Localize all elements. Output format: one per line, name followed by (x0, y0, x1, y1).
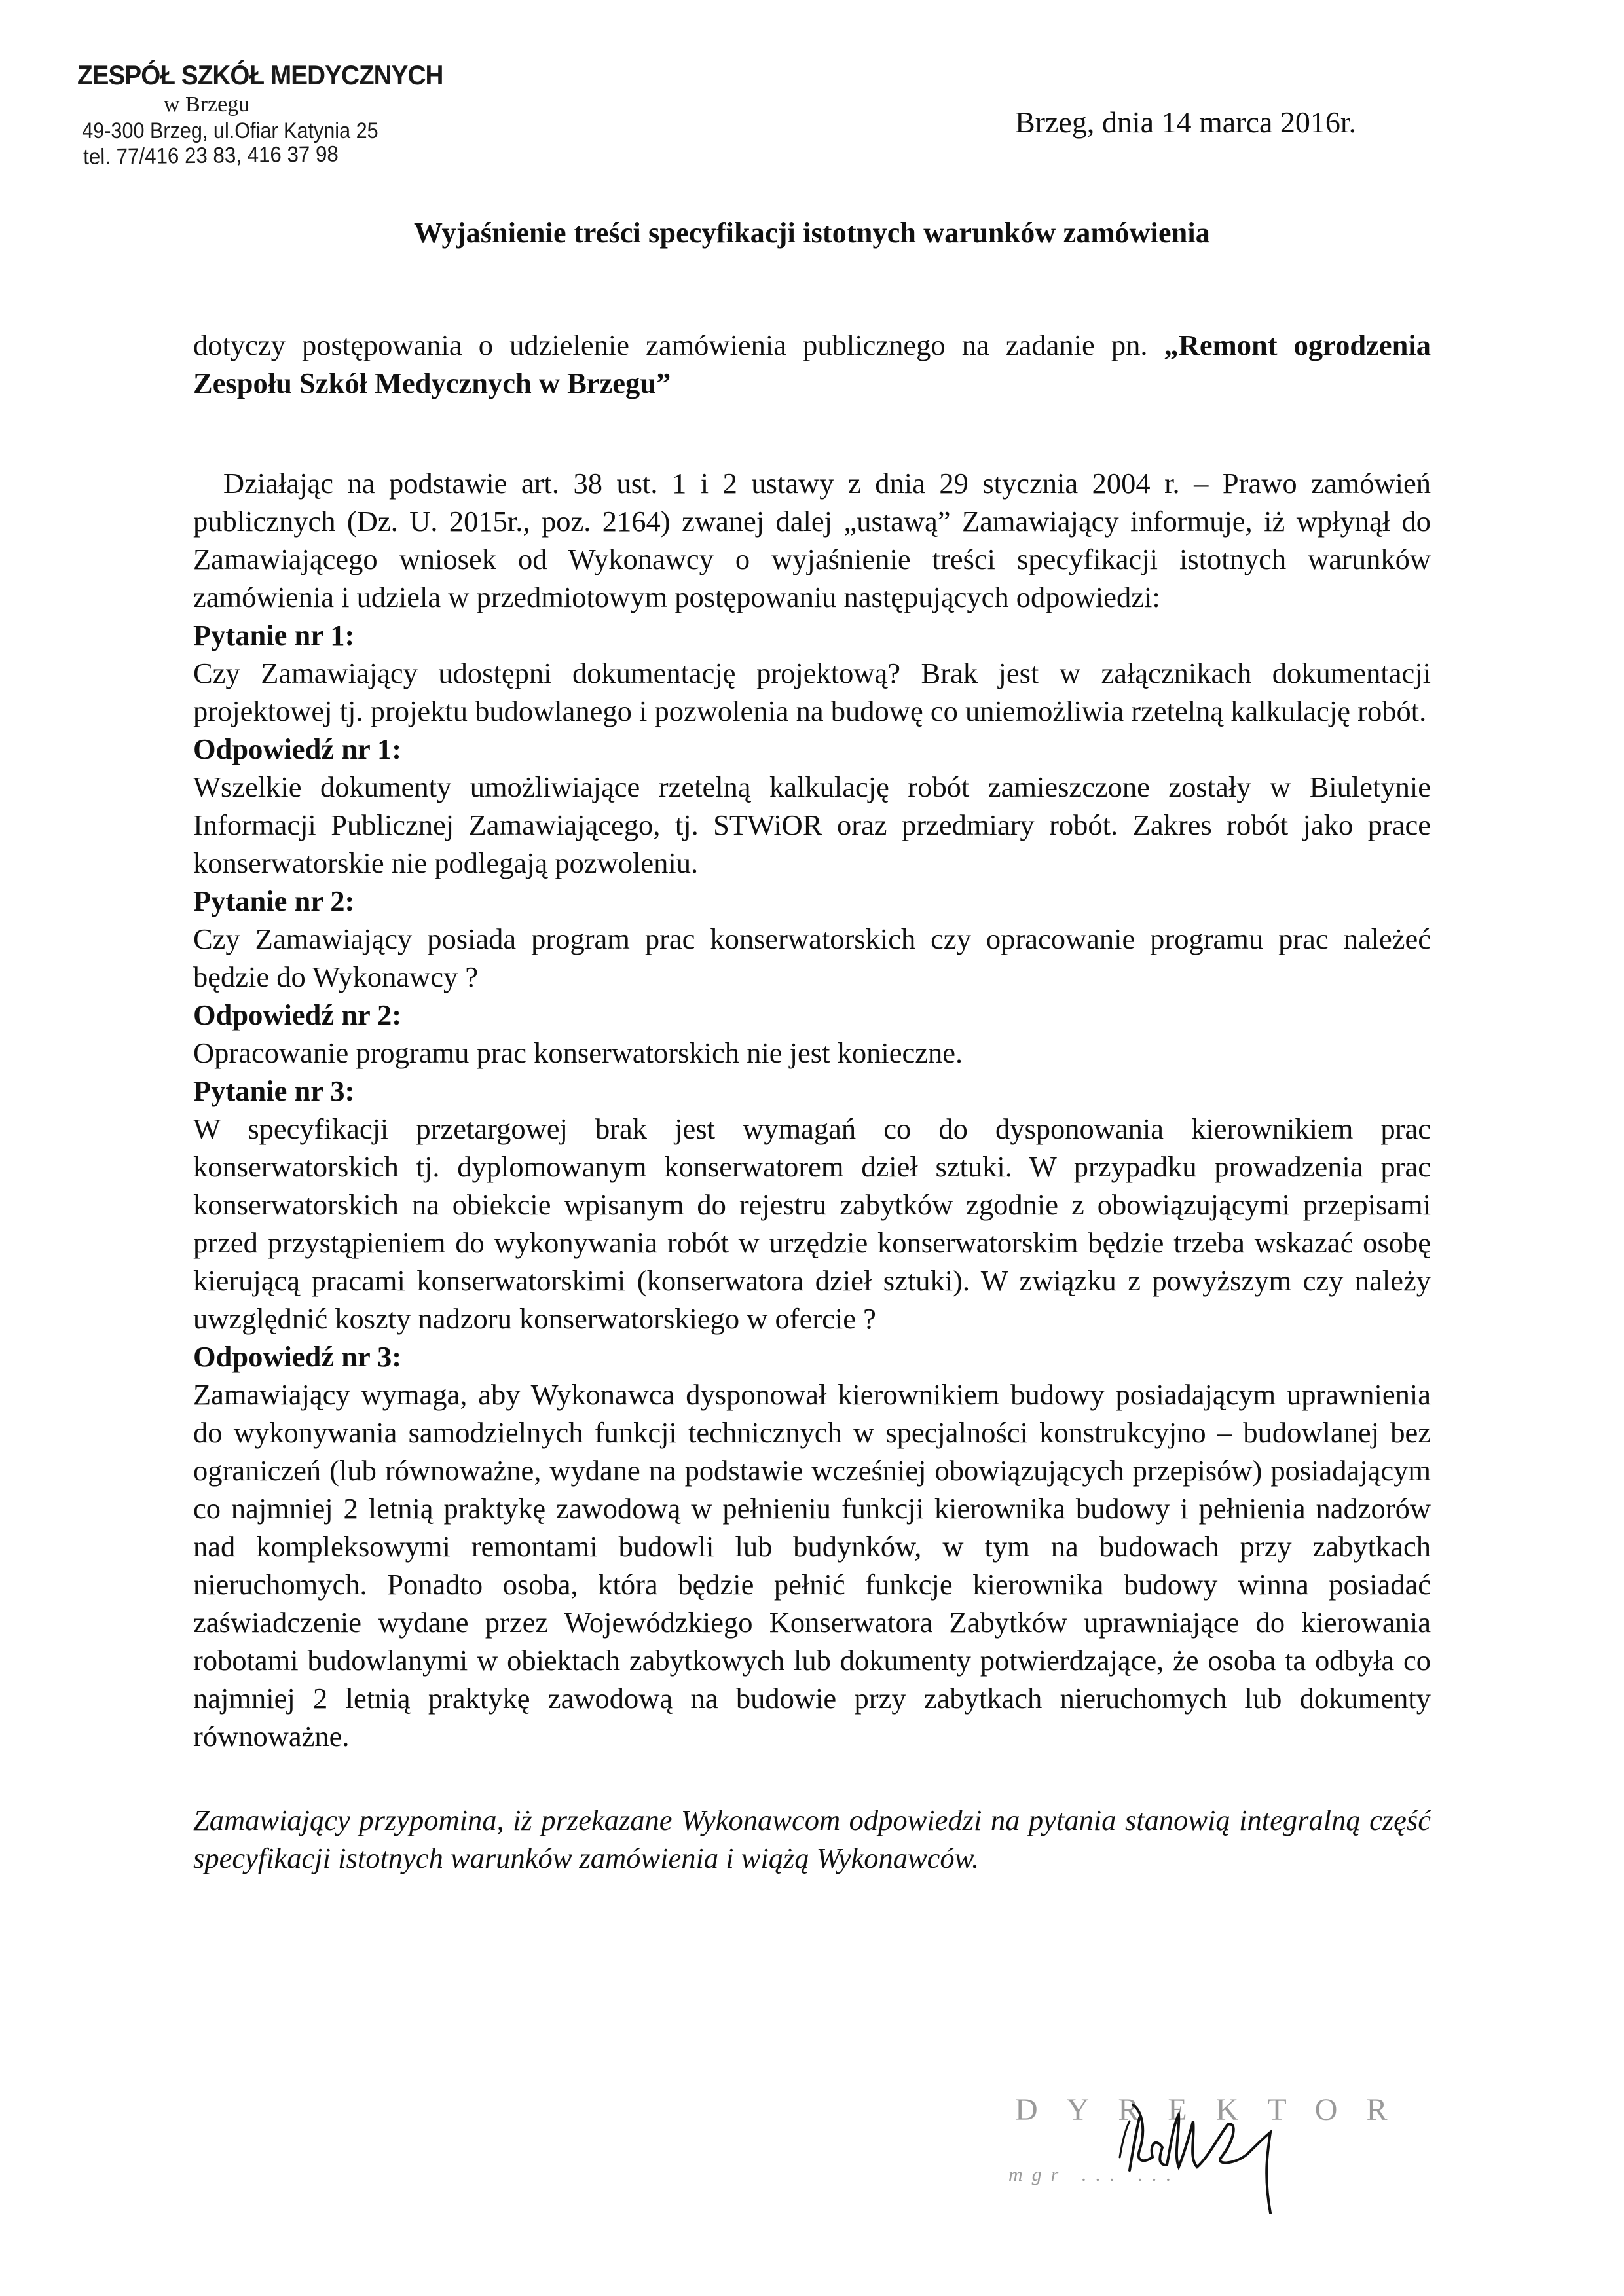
closing-note: Zamawiający przypomina, iż przekazane Wykonawcom odpowiedzi na pytania stanowią integralną część specyfikacji istotnych warunków zamówienia i wiążą Wykonawców. (193, 1804, 1431, 1874)
question-text: Czy Zamawiający posiada program prac konserwatorskich czy opracowanie programu prac należeć będzie do Wykonawcy ? (193, 922, 1431, 993)
organization-address: 49-300 Brzeg, ul.Ofiar Katynia 25 (82, 118, 378, 143)
document-body (193, 326, 1431, 1877)
organization-phone: tel. 77/416 23 83, 416 37 98 (83, 141, 339, 170)
question-label: Pytanie nr 1: (193, 619, 355, 651)
question-text: W specyfikacji przetargowej brak jest wymagań co do dysponowania kierownikiem prac konserwatorskich tj. dyplomowanym konserwatorem dzieł sztuki. W przypadku prowadzenia prac konserwatorskich na obiekcie wpisanym do rejestru zabytków zgodnie z obowiązującymi przepisami przed przystąpieniem do wykonywania robót w urzędzie konserwatorskim będzie trzeba wskazać osobę kierującą pracami konserwatorskimi (konserwatora dzieł sztuki). W związku z powyższym czy należy uwzględnić koszty nadzoru konserwatorskiego w ofercie ? (193, 1112, 1431, 1335)
answer-label: Odpowiedź nr 3: (193, 1340, 402, 1373)
qa-item-2 (193, 882, 1431, 1072)
intro-paragraph: Działając na podstawie art. 38 ust. 1 i 2 ustawy z dnia 29 stycznia 2004 r. – Prawo zamówień publicznych (Dz. U. 2015r., poz. 2164) zwanej dalej „ustawą” Zamawiający informuje, iż wpłynął do Zamawiającego wniosek od Wykonawcy o wyjaśnienie treści specyfikacji istotnych warunków zamówienia i udziela w przedmiotowym postępowaniu następujących odpowiedzi: (193, 467, 1431, 613)
answer-label: Odpowiedź nr 1: (193, 733, 402, 765)
question-label: Pytanie nr 2: (193, 884, 355, 917)
document-date: Brzeg, dnia 14 marca 2016r. (1015, 105, 1357, 139)
qa-item-1 (193, 616, 1431, 882)
organization-name: ZESPÓŁ SZKÓŁ MEDYCZNYCH (77, 60, 443, 90)
subject-paragraph (193, 326, 1431, 402)
director-stamp-name: mgr ... ... (1008, 2164, 1181, 2185)
signature-block (1002, 2092, 1416, 2236)
answer-label: Odpowiedź nr 2: (193, 998, 402, 1031)
school-header-stamp (77, 59, 470, 170)
question-text: Czy Zamawiający udostępni dokumentację projektową? Brak jest w załącznikach dokumentacji projektowej tj. projektu budowlanego i pozwolenia na budowę co uniemożliwia rzetelną kalkulację robót. (193, 657, 1431, 727)
handwritten-signature-icon (1002, 2092, 1369, 2236)
answer-text: Wszelkie dokumenty umożliwiające rzetelną kalkulację robót zamieszczone zostały w Biuletynie Informacji Publicznej Zamawiającego, tj. STWiOR oraz przedmiary robót. Zakres robót jako prace konserwatorskie nie podlegają pozwoleniu. (193, 771, 1431, 879)
subject-prefix: dotyczy postępowania o udzielenie zamówienia publicznego na zadanie pn. (193, 329, 1164, 361)
director-stamp-title: DYREKTOR (1015, 2092, 1416, 2127)
answer-text: Opracowanie programu prac konserwatorskich nie jest konieczne. (193, 1036, 963, 1069)
qa-item-3 (193, 1072, 1431, 1755)
question-label: Pytanie nr 3: (193, 1074, 355, 1107)
document-title: Wyjaśnienie treści specyfikacji istotnych warunków zamówienia (413, 217, 1210, 249)
task-name: „Remont ogrodzenia Zespołu Szkół Medycznych w Brzegu” (193, 329, 1431, 399)
answer-text: Zamawiający wymaga, aby Wykonawca dysponował kierownikiem budowy posiadającym uprawnienia do wykonywania samodzielnych funkcji technicznych w specjalności konstrukcyjno – budowlanej bez ograniczeń (lub równoważne, wydane na podstawie wcześniej obowiązujących przepisów) posiadającym co najmniej 2 letnią praktykę zawodową w pełnieniu funkcji kierownika budowy i pełnienia nadzorów nad kompleksowymi remontami budowli lub budynków, w tym na budowach przy zabytkach nieruchomych. Ponadto osoba, która będzie pełnić funkcje kierownika budowy winna posiadać zaświadczenie wydane przez Wojewódzkiego Konserwatora Zabytków uprawniające do kierowania robotami budowlanymi w obiektach zabytkowych lub dokumenty potwierdzające, że osoba ta odbyła co najmniej 2 letnią praktykę zawodową na budowie przy zabytkach nieruchomych lub dokumenty równoważne. (193, 1378, 1431, 1753)
organization-city: w Brzegu (164, 92, 250, 117)
